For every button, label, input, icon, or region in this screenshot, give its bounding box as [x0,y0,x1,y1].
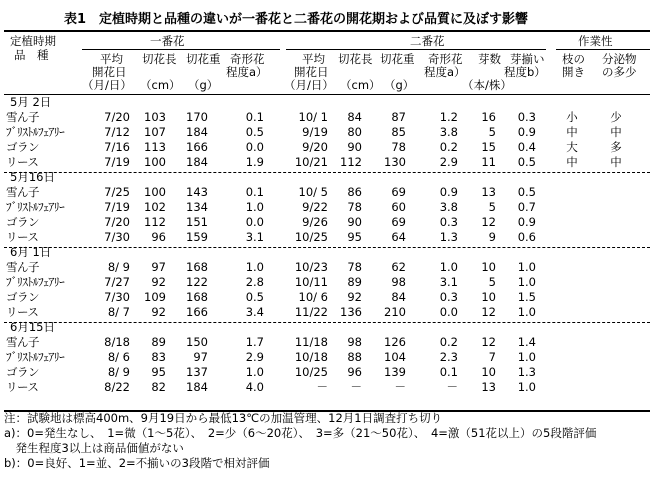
cell-s-len: 136 [340,305,362,319]
cell-s-buds: 12 [481,335,496,349]
note-b: b)：0=良好、1=並、2=不揃いの3段階で相対評価 [4,456,270,470]
cell-s-mal: 3.8 [439,125,458,139]
cell-w-sec: 少 [610,110,622,124]
cell-s-day: 10/ 1 [298,110,328,124]
first-g-label: （g） [188,78,219,92]
cell-s-buds: 12 [481,305,496,319]
cell-s-uni: 1.0 [517,275,536,289]
table-title: 表1 定植時期と品種の違いが一番花と二番花の開花期および品質に及ぼす影響 [64,12,529,27]
cell-s-wt: 98 [391,275,406,289]
cell-s-buds: 7 [488,350,496,364]
cell-s-day: 10/21 [294,155,328,169]
cell-s-len: 90 [347,215,362,229]
cell-f-mal: 2.9 [245,350,264,364]
cell-f-wt: 184 [186,125,208,139]
cell-s-buds: 5 [488,275,496,289]
cell-f-wt: 168 [186,290,208,304]
cell-f-wt: 170 [186,110,208,124]
cell-s-len: 88 [347,350,362,364]
cell-f-wt: 166 [186,140,208,154]
cell-s-day: 10/ 5 [298,185,328,199]
cell-f-day: 7/20 [104,110,130,124]
cell-s-mal: 0.1 [439,365,458,379]
cell-s-uni: 1.4 [517,335,536,349]
cell-s-buds: 5 [488,125,496,139]
cell-f-day: 7/20 [104,215,130,229]
cell-f-len: 103 [144,110,166,124]
second-unit-label: （本/株） [462,78,512,92]
cell-f-wt: 184 [186,380,208,394]
cell-f-len: 109 [144,290,166,304]
cell-f-mal: 0.5 [245,125,264,139]
cell-f-wt: 151 [186,215,208,229]
work-open-label: 開き [562,65,585,79]
first-cm-label: （cm） [140,78,181,92]
cell-s-len: － [350,380,362,394]
group-first-label: 一番花 [150,34,185,48]
cell-s-wt: － [394,380,406,394]
cell-f-day: 7/30 [104,230,130,244]
cell-f-mal: 1.0 [245,365,264,379]
cell-s-len: 112 [340,155,362,169]
cell-s-wt: 69 [391,185,406,199]
cell-s-len: 78 [347,260,362,274]
cell-variety: ﾌﾞﾘｽﾄﾙﾌｪｱﾘｰ [6,200,65,214]
cell-f-len: 96 [151,230,166,244]
cell-s-day: － [316,380,328,394]
cell-w-open: 小 [566,110,578,124]
cell-f-day: 8/ 9 [107,365,130,379]
cell-s-mal: 3.1 [439,275,458,289]
second-degree-b-label: 程度b） [504,65,546,79]
cell-f-len: 112 [144,215,166,229]
cell-f-mal: 3.4 [245,305,264,319]
cell-variety: 雪ん子 [6,185,39,199]
cell-f-day: 8/ 6 [107,350,130,364]
cell-f-wt: 122 [186,275,208,289]
work-secretion-label: 分泌物 [602,52,637,66]
cell-s-buds: 13 [481,380,496,394]
first-monthday-label: （月/日） [82,78,132,92]
group-second-label: 二番花 [410,34,445,48]
cell-s-buds: 11 [481,155,496,169]
cell-s-len: 86 [347,185,362,199]
cell-s-len: 89 [347,275,362,289]
group-separator [4,247,650,248]
cell-s-buds: 10 [481,260,496,274]
second-cutwt-label: 切花重 [380,52,415,66]
cell-f-mal: 0.0 [245,140,264,154]
cell-s-buds: 13 [481,185,496,199]
cell-variety: リース [6,305,39,319]
cell-s-day: 10/ 6 [298,290,328,304]
cell-s-uni: 0.5 [517,155,536,169]
cell-f-wt: 143 [186,185,208,199]
cell-s-mal: － [446,380,458,394]
cell-w-open: 中 [566,155,578,169]
cell-s-uni: 1.0 [517,350,536,364]
first-flowering-label: 開花日 [92,65,127,79]
cell-s-day: 9/22 [302,200,328,214]
cell-f-day: 7/27 [104,275,130,289]
cell-s-mal: 3.8 [439,200,458,214]
cell-s-mal: 2.3 [439,350,458,364]
cell-s-mal: 0.3 [439,215,458,229]
cell-s-uni: 0.6 [517,230,536,244]
cell-variety: 雪ん子 [6,110,39,124]
cell-f-wt: 97 [193,350,208,364]
cell-s-len: 80 [347,125,362,139]
cell-s-wt: 126 [384,335,406,349]
cell-w-sec: 中 [610,125,622,139]
cell-f-wt: 134 [186,200,208,214]
first-degree-label: 程度a） [226,65,268,79]
cell-s-uni: 1.0 [517,380,536,394]
group-separator [4,322,650,323]
cell-f-day: 7/12 [104,125,130,139]
second-cm-label: （cm） [340,78,381,92]
cell-f-len: 113 [144,140,166,154]
cell-f-mal: 1.0 [245,260,264,274]
cell-f-mal: 4.0 [245,380,264,394]
cell-f-mal: 1.9 [245,155,264,169]
cell-s-day: 11/18 [294,335,328,349]
cell-s-wt: 64 [391,230,406,244]
cell-s-len: 78 [347,200,362,214]
group-date-label: 6月15日 [10,320,55,334]
cell-f-mal: 1.7 [245,335,264,349]
cell-s-len: 90 [347,140,362,154]
cell-s-day: 10/25 [294,230,328,244]
cell-s-len: 98 [347,335,362,349]
cell-f-day: 8/22 [104,380,130,394]
cell-f-len: 100 [144,185,166,199]
cell-s-day: 9/26 [302,215,328,229]
col-planting-label: 定植時期 [10,34,56,48]
cell-s-wt: 84 [391,290,406,304]
cell-variety: ﾌﾞﾘｽﾄﾙﾌｪｱﾘｰ [6,350,65,364]
cell-s-len: 84 [347,110,362,124]
cell-f-len: 107 [144,125,166,139]
second-avg-label: 平均 [302,52,325,66]
second-uniform-label: 芽揃い [510,52,545,66]
cell-s-buds: 9 [488,230,496,244]
cell-s-buds: 15 [481,140,496,154]
cell-w-sec: 中 [610,155,622,169]
cell-s-day: 11/22 [294,305,328,319]
cell-s-uni: 0.9 [517,125,536,139]
cell-s-day: 10/25 [294,365,328,379]
second-g-label: （g） [384,78,415,92]
cell-variety: 雪ん子 [6,260,39,274]
cell-f-wt: 137 [186,365,208,379]
cell-f-wt: 159 [186,230,208,244]
cell-s-day: 9/20 [302,140,328,154]
cell-f-mal: 0.5 [245,290,264,304]
cell-f-len: 100 [144,155,166,169]
cell-f-len: 82 [151,380,166,394]
cell-s-buds: 5 [488,200,496,214]
group-date-label: 5月 2日 [10,95,52,109]
cell-s-uni: 1.3 [517,365,536,379]
cell-f-wt: 168 [186,260,208,274]
cell-s-mal: 0.2 [439,140,458,154]
cell-variety: ゴラン [6,290,39,304]
cell-s-buds: 12 [481,215,496,229]
second-group-rule [286,49,546,50]
group-separator [4,172,650,173]
cell-s-uni: 0.5 [517,185,536,199]
cell-f-day: 7/19 [104,200,130,214]
cell-s-day: 10/18 [294,350,328,364]
cell-variety: ﾌﾞﾘｽﾄﾙﾌｪｱﾘｰ [6,125,65,139]
note-a-continued: 発生程度3以上は商品価値がない [4,441,184,455]
cell-s-uni: 1.0 [517,260,536,274]
cell-variety: リース [6,230,39,244]
second-cutlen-label: 切花長 [338,52,373,66]
cell-variety: 雪ん子 [6,335,39,349]
cell-f-day: 8/18 [104,335,130,349]
cell-s-buds: 10 [481,365,496,379]
cell-s-buds: 16 [481,110,496,124]
cell-s-mal: 1.2 [439,110,458,124]
cell-f-mal: 0.1 [245,185,264,199]
cell-s-mal: 1.0 [439,260,458,274]
cell-variety: ゴラン [6,365,39,379]
cell-s-mal: 0.2 [439,335,458,349]
cell-s-buds: 10 [481,290,496,304]
cell-s-mal: 2.9 [439,155,458,169]
cell-s-wt: 87 [391,110,406,124]
cell-f-len: 92 [151,305,166,319]
cell-s-len: 95 [347,230,362,244]
cell-f-day: 8/ 9 [107,260,130,274]
cell-s-wt: 139 [384,365,406,379]
cell-f-mal: 3.1 [245,230,264,244]
group-date-label: 5月16日 [10,170,55,184]
first-cutwt-label: 切花重 [186,52,221,66]
cell-f-len: 102 [144,200,166,214]
cell-s-mal: 0.0 [439,305,458,319]
header-bottom-rule [4,94,650,95]
cell-f-len: 89 [151,335,166,349]
second-flowering-label: 開花日 [294,65,329,79]
second-buds-label: 芽数 [478,52,501,66]
cell-variety: リース [6,155,39,169]
cell-variety: ﾌﾞﾘｽﾄﾙﾌｪｱﾘｰ [6,275,65,289]
cell-s-uni: 1.5 [517,290,536,304]
cell-s-mal: 1.3 [439,230,458,244]
cell-f-day: 7/16 [104,140,130,154]
cell-s-uni: 0.9 [517,215,536,229]
cell-w-sec: 多 [610,140,622,154]
cell-f-mal: 0.1 [245,110,264,124]
cell-s-uni: 0.4 [517,140,536,154]
cell-f-wt: 166 [186,305,208,319]
cell-f-wt: 150 [186,335,208,349]
group-work-label: 作業性 [578,34,613,48]
cell-f-day: 7/19 [104,155,130,169]
cell-s-uni: 0.7 [517,200,536,214]
cell-f-day: 8/ 7 [107,305,130,319]
cell-s-uni: 1.0 [517,305,536,319]
cell-variety: ゴラン [6,140,39,154]
cell-f-len: 97 [151,260,166,274]
cell-s-wt: 210 [384,305,406,319]
cell-f-day: 7/25 [104,185,130,199]
cell-s-wt: 78 [391,140,406,154]
cell-s-wt: 130 [384,155,406,169]
first-group-rule [82,49,280,50]
cell-s-uni: 0.3 [517,110,536,124]
cell-variety: リース [6,380,39,394]
note-general: 注：試験地は標高400m、9月19日から最低13℃の加温管理、12月1日調査打ち切り [4,411,443,425]
cell-f-len: 83 [151,350,166,364]
cell-f-mal: 0.0 [245,215,264,229]
cell-s-mal: 0.3 [439,290,458,304]
cell-s-wt: 104 [384,350,406,364]
cell-s-wt: 85 [391,125,406,139]
first-malform-label: 奇形花 [230,52,265,66]
cell-w-open: 大 [566,140,578,154]
cell-f-len: 92 [151,275,166,289]
col-variety-label: 品 種 [14,48,49,62]
second-monthday-label: （月/日） [284,78,334,92]
cell-s-wt: 60 [391,200,406,214]
work-group-rule [556,49,650,50]
cell-s-len: 96 [347,365,362,379]
work-branch-label: 枝の [562,52,585,66]
cell-s-wt: 69 [391,215,406,229]
cell-f-len: 95 [151,365,166,379]
top-rule [4,30,650,32]
cell-f-wt: 184 [186,155,208,169]
second-malform-label: 奇形花 [428,52,463,66]
cell-s-day: 10/23 [294,260,328,274]
cell-s-day: 10/11 [294,275,328,289]
cell-s-wt: 62 [391,260,406,274]
group-date-label: 6月 1日 [10,245,52,259]
cell-s-mal: 0.9 [439,185,458,199]
work-amount-label: の多少 [602,65,637,79]
cell-f-mal: 1.0 [245,200,264,214]
cell-s-day: 9/19 [302,125,328,139]
cell-f-mal: 2.8 [245,275,264,289]
cell-f-day: 7/30 [104,290,130,304]
second-degree-label: 程度a） [424,65,466,79]
first-avg-label: 平均 [100,52,123,66]
cell-w-open: 中 [566,125,578,139]
note-a: a)：0=発生なし、 1=微（1～5花）、 2=少（6～20花）、 3=多（21～50花）、 4=激（51花以上）の5段階評価 [4,426,597,440]
cell-s-len: 92 [347,290,362,304]
first-cutlen-label: 切花長 [142,52,177,66]
cell-variety: ゴラン [6,215,39,229]
